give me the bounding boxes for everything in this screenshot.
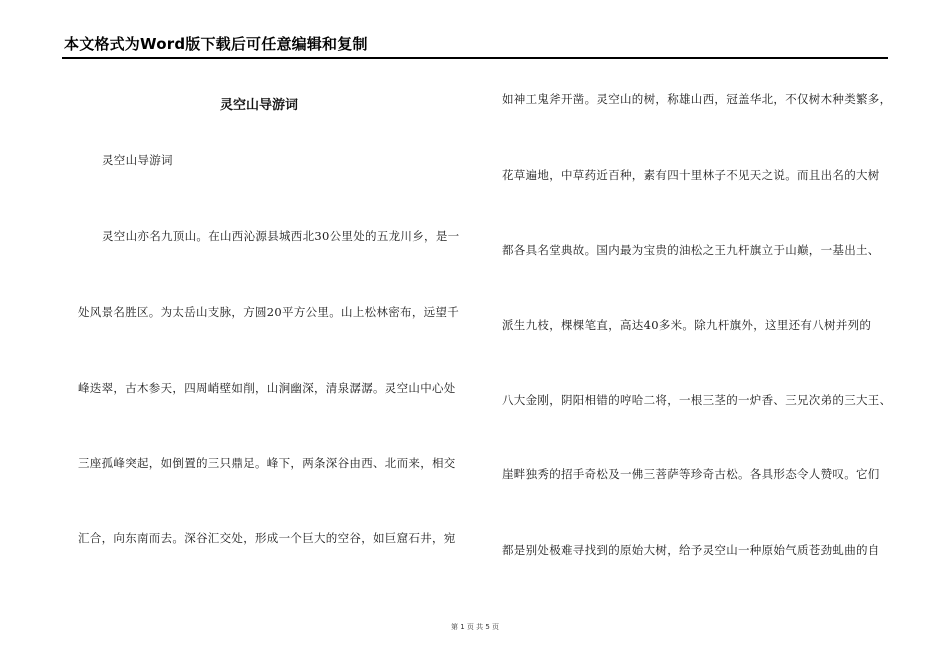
text-line: 花草遍地，中草药近百种，素有四十里林子不见天之说。而且出名的大树 <box>502 168 880 182</box>
text-line: 处风景名胜区。为太岳山支脉，方圆20平方公里。山上松林密布，远望千 <box>78 305 460 319</box>
text-line: 三座孤峰突起，如倒置的三只鼎足。峰下，两条深谷由西、北而来，相交 <box>78 456 456 470</box>
text-line: 如神工鬼斧开凿。灵空山的树，称雄山西，冠盖华北，不仅树木种类繁多， <box>502 92 892 106</box>
text-line: 八大金刚，阴阳相错的哼哈二将，一根三茎的一炉香、三兄次弟的三大王、 <box>502 393 892 407</box>
page-title: 灵空山导游词 <box>220 98 299 113</box>
text-line: 派生九枝，棵棵笔直，高达40多米。除九杆旗外，这里还有八树并列的 <box>502 318 872 332</box>
text-line: 汇合，向东南而去。深谷汇交处，形成一个巨大的空谷，如巨窟石井，宛 <box>78 531 456 545</box>
left-column <box>78 0 468 672</box>
text-line: 灵空山亦名九顶山。在山西沁源县城西北30公里处的五龙川乡，是一 <box>102 229 460 243</box>
text-line: 都各具名堂典故。国内最为宝贵的油松之王九杆旗立于山巅，一基出土、 <box>502 243 880 257</box>
text-line: 都是别处极难寻找到的原始大树，给予灵空山一种原始气质苍劲虬曲的自 <box>502 543 880 557</box>
text-line: 峰迭翠，古木参天，四周峭壁如削，山涧幽深，清泉潺潺。灵空山中心处 <box>78 381 456 395</box>
document-banner: 本文格式为Word版下载后可任意编辑和复制 <box>64 35 368 53</box>
page-number-footer: 第 1 页 共 5 页 <box>450 623 500 631</box>
right-column <box>502 0 892 672</box>
subtitle-line: 灵空山导游词 <box>102 153 173 167</box>
text-line: 崖畔独秀的招手奇松及一佛三菩萨等珍奇古松。各具形态令人赞叹。它们 <box>502 467 880 481</box>
